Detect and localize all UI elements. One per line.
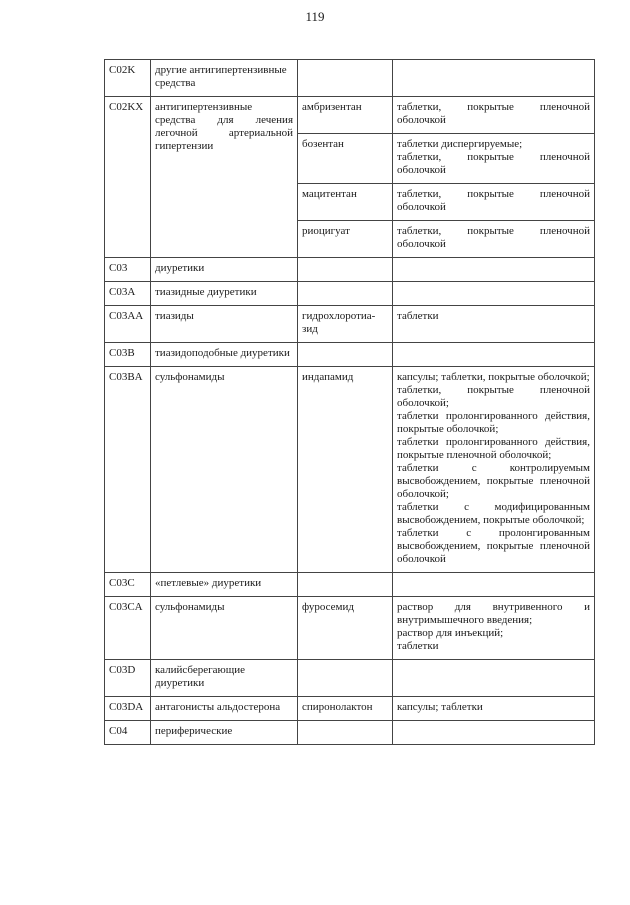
anatomical-therapeutic-group-cell: антигипертензивные средства для лечения легочной артериальной гипертензии bbox=[151, 97, 298, 258]
anatomical-therapeutic-group-cell: тиазидоподобные диуретики bbox=[151, 343, 298, 367]
anatomical-therapeutic-group-cell: другие антигипертензивные средства bbox=[151, 60, 298, 97]
dosage-form-item: таблетки пролонгированного действия, покрытые пленочной оболочкой; bbox=[397, 436, 590, 461]
dosage-form-cell bbox=[393, 184, 595, 221]
page-number: 119 bbox=[305, 9, 325, 24]
dosage-form-item: таблетки, покрытые пленочной оболочкой; bbox=[397, 384, 590, 409]
drug-name-cell bbox=[298, 258, 393, 282]
dosage-form-cell bbox=[393, 134, 595, 184]
atc-code-cell: C02KX bbox=[105, 97, 151, 258]
table-row bbox=[105, 597, 595, 660]
dosage-form-item: таблетки, покрытые пленочной оболочкой bbox=[397, 151, 590, 176]
dosage-form-cell bbox=[393, 343, 595, 367]
table-row bbox=[105, 660, 595, 697]
dosage-form-cell bbox=[393, 660, 595, 697]
dosage-form-item: капсулы; таблетки, покрытые оболочкой; bbox=[397, 371, 590, 383]
table-row bbox=[105, 282, 595, 306]
atc-code-cell: C03D bbox=[105, 660, 151, 697]
dosage-form-cell bbox=[393, 306, 595, 343]
dosage-form-cell bbox=[393, 367, 595, 573]
atc-code-cell: C03C bbox=[105, 573, 151, 597]
dosage-form-item: таблетки пролонгированного действия, покрытые оболочкой; bbox=[397, 410, 590, 435]
table-row bbox=[105, 573, 595, 597]
anatomical-therapeutic-group-cell: «петлевые» диуретики bbox=[151, 573, 298, 597]
table-row bbox=[105, 367, 595, 573]
table-row bbox=[105, 697, 595, 721]
anatomical-therapeutic-group-cell: периферические bbox=[151, 721, 298, 745]
anatomical-therapeutic-group-cell: диуретики bbox=[151, 258, 298, 282]
drug-name-cell bbox=[298, 573, 393, 597]
anatomical-therapeutic-group-cell: сульфонамиды bbox=[151, 597, 298, 660]
dosage-form-item: таблетки bbox=[397, 640, 439, 652]
table-row bbox=[105, 60, 595, 97]
atc-code-cell: C03AA bbox=[105, 306, 151, 343]
dosage-form-item: капсулы; таблетки bbox=[397, 701, 483, 713]
dosage-form-cell bbox=[393, 721, 595, 745]
atc-code-cell: C03DA bbox=[105, 697, 151, 721]
table-row bbox=[105, 306, 595, 343]
drug-name-cell: риоцигуат bbox=[298, 221, 393, 258]
drug-name-cell: мацитентан bbox=[298, 184, 393, 221]
dosage-form-cell bbox=[393, 258, 595, 282]
drug-name-cell: амбризентан bbox=[298, 97, 393, 134]
dosage-form-item: раствор для внутривенного и внутримышечного введения; bbox=[397, 601, 590, 626]
dosage-form-item: таблетки, покрытые пленочной оболочкой bbox=[397, 225, 590, 250]
atc-code-cell: C03CA bbox=[105, 597, 151, 660]
drug-name-cell: фуросемид bbox=[298, 597, 393, 660]
drug-name-cell bbox=[298, 721, 393, 745]
dosage-form-item: таблетки с пролонгированным высвобождением, покрытые пленочной оболочкой bbox=[397, 527, 590, 565]
atc-code-cell: C03 bbox=[105, 258, 151, 282]
drug-name-cell: спиронолактон bbox=[298, 697, 393, 721]
dosage-form-cell bbox=[393, 97, 595, 134]
dosage-form-cell bbox=[393, 697, 595, 721]
dosage-form-item: таблетки диспергируемые; bbox=[397, 138, 523, 150]
anatomical-therapeutic-group-cell: сульфонамиды bbox=[151, 367, 298, 573]
atc-code-cell: C03BA bbox=[105, 367, 151, 573]
dosage-form-item: таблетки bbox=[397, 310, 439, 322]
dosage-form-cell bbox=[393, 282, 595, 306]
anatomical-therapeutic-group-cell: тиазиды bbox=[151, 306, 298, 343]
drug-name-cell bbox=[298, 660, 393, 697]
dosage-form-item: таблетки, покрытые пленочной оболочкой bbox=[397, 101, 590, 126]
dosage-form-item: таблетки, покрытые пленочной оболочкой bbox=[397, 188, 590, 213]
atc-code-cell: C03B bbox=[105, 343, 151, 367]
anatomical-therapeutic-group-cell: тиазидные диуретики bbox=[151, 282, 298, 306]
dosage-form-item: раствор для инъекций; bbox=[397, 627, 504, 639]
drug-name-cell bbox=[298, 282, 393, 306]
drug-name-cell bbox=[298, 60, 393, 97]
anatomical-therapeutic-group-cell: антагонисты альдостерона bbox=[151, 697, 298, 721]
anatomical-therapeutic-group-cell: калийсберегающие диуретики bbox=[151, 660, 298, 697]
atc-code-cell: C04 bbox=[105, 721, 151, 745]
dosage-form-cell bbox=[393, 221, 595, 258]
dosage-form-cell bbox=[393, 60, 595, 97]
dosage-form-cell bbox=[393, 573, 595, 597]
atc-code-cell: C03A bbox=[105, 282, 151, 306]
drug-name-cell bbox=[298, 343, 393, 367]
table-row bbox=[105, 721, 595, 745]
drug-classification-table bbox=[104, 59, 595, 745]
table-row bbox=[105, 97, 595, 134]
dosage-form-cell bbox=[393, 597, 595, 660]
atc-code-cell: C02K bbox=[105, 60, 151, 97]
dosage-form-item: таблетки с модифицированным высвобождением, покрытые оболочкой; bbox=[397, 501, 590, 526]
drug-name-cell: бозентан bbox=[298, 134, 393, 184]
drug-name-cell: гидрохлоротиа-зид bbox=[298, 306, 393, 343]
dosage-form-item: таблетки с контролируемым высвобождением, покрытые пленочной оболочкой; bbox=[397, 462, 590, 500]
table-row bbox=[105, 258, 595, 282]
drug-name-cell: индапамид bbox=[298, 367, 393, 573]
table-row bbox=[105, 343, 595, 367]
